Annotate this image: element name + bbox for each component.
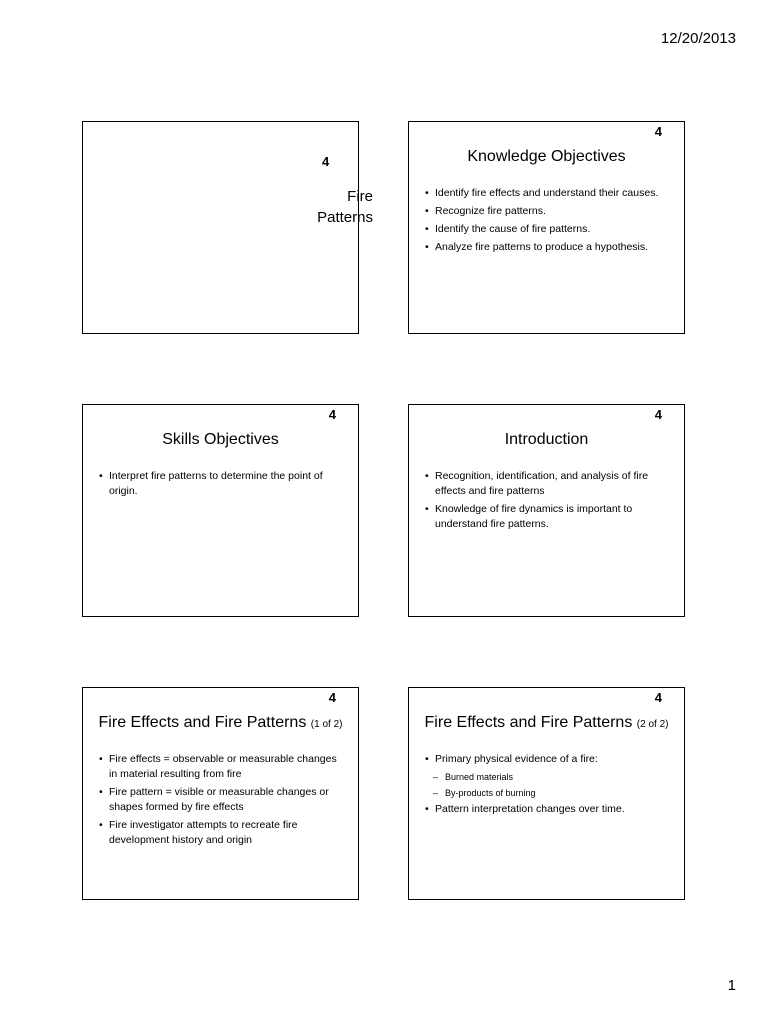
- bullet-item: • Fire pattern = visible or measurable changes or shapes formed by fire effects: [97, 785, 344, 815]
- chapter-number: 4: [322, 154, 330, 169]
- bullet-item: • Interpret fire patterns to determine the point of origin.: [97, 469, 344, 499]
- bullet-item: • Fire effects = observable or measurable changes in material resulting from fire: [97, 752, 344, 782]
- chapter-number: 4: [654, 407, 662, 422]
- bullet-list: [97, 752, 344, 851]
- slide-title: Knowledge Objectives: [467, 148, 626, 165]
- bullet-list: [423, 186, 670, 258]
- chapter-number: 4: [654, 690, 662, 705]
- bullet-item: • Knowledge of fire dynamics is important to understand fire patterns.: [423, 502, 670, 532]
- bullet-item: • Recognize fire patterns.: [423, 204, 670, 219]
- bullet-item: • Fire investigator attempts to recreate fire development history and origin: [97, 818, 344, 848]
- bullet-list: [97, 469, 344, 502]
- chapter-number: 4: [328, 690, 336, 705]
- slide-title: [273, 186, 373, 228]
- sub-bullet-item: – By-products of burning: [423, 786, 670, 801]
- bullet-item: • Pattern interpretation changes over time.: [423, 802, 670, 817]
- title-part-indicator: (1 of 2): [310, 719, 343, 730]
- title-text: Fire Effects and Fire Patterns: [98, 714, 307, 731]
- slide-fire-effects-1: [82, 687, 359, 900]
- slide-skills-objectives: [82, 404, 359, 617]
- bullet-list: [423, 752, 670, 820]
- slide-title: Skills Objectives: [162, 431, 279, 448]
- bullet-item: • Recognition, identification, and analysis of fire effects and fire patterns: [423, 469, 670, 499]
- title-line: Fire: [347, 188, 373, 205]
- title-text: Fire Effects and Fire Patterns: [424, 714, 633, 731]
- print-date: 12/20/2013: [660, 30, 736, 47]
- slide-title: Introduction: [504, 431, 589, 448]
- title-part-indicator: (2 of 2): [636, 719, 669, 730]
- chapter-number: 4: [654, 124, 662, 139]
- bullet-item: • Identify the cause of fire patterns.: [423, 222, 670, 237]
- page-number: 1: [727, 977, 736, 994]
- slide-knowledge-objectives: [408, 121, 685, 334]
- sub-bullet-item: – Burned materials: [423, 770, 670, 785]
- slide-fire-patterns-title: [82, 121, 373, 334]
- slide-fire-effects-2: [408, 687, 685, 900]
- slide-introduction: [408, 404, 685, 617]
- chapter-number: 4: [328, 407, 336, 422]
- slide-title: [91, 714, 350, 732]
- slide-title: [417, 714, 676, 732]
- bullet-item: • Primary physical evidence of a fire:: [423, 752, 670, 767]
- title-line: Patterns: [317, 209, 373, 226]
- bullet-list: [423, 469, 670, 535]
- bullet-item: • Analyze fire patterns to produce a hypothesis.: [423, 240, 670, 255]
- bullet-item: • Identify fire effects and understand their causes.: [423, 186, 670, 201]
